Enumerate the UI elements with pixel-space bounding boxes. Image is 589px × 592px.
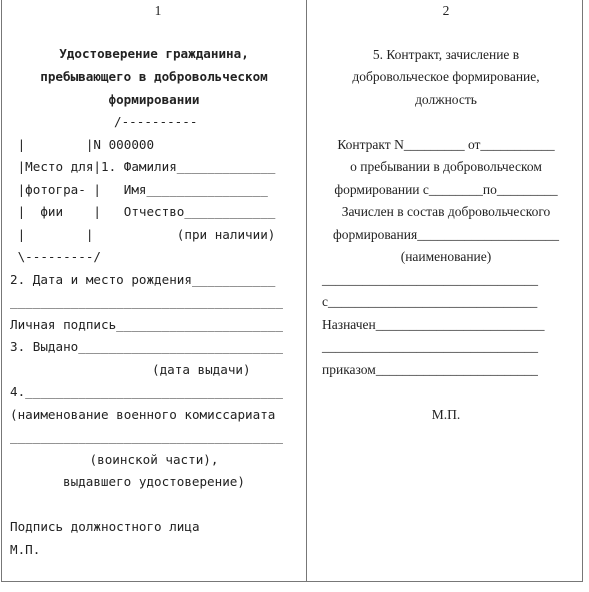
column-divider <box>306 0 307 582</box>
column-number-2: 2 <box>442 3 450 18</box>
certificate-title-line-2: пребывающего в добровольческом <box>40 69 268 84</box>
commissariat-continuation: ____________________________________ <box>10 429 283 444</box>
formation-name-caption: (наименование) <box>400 249 492 264</box>
first-name-line: |фотогра- | Имя________________ <box>10 182 268 197</box>
contract-subject-line: о пребывании в добровольческом <box>350 159 542 174</box>
enrolled-line: Зачислен в состав добровольческого <box>341 204 551 219</box>
right-stamp-place-label: М.П. <box>431 407 461 422</box>
certificate-title-line-3: формировании <box>108 92 200 107</box>
column-number-1: 1 <box>154 3 162 18</box>
photo-box-bottom: \---------/ <box>10 249 101 264</box>
contract-number-line: Контракт N_________ от___________ <box>337 137 555 152</box>
issue-date-caption: (дата выдачи) <box>152 362 251 377</box>
formation-name-line: формирования_____________________ <box>333 227 559 242</box>
contract-title-line-3: должность <box>415 92 477 107</box>
certificate-title-line-1: Удостоверение гражданина, <box>59 46 249 61</box>
military-unit-caption: (воинской части), <box>89 452 219 467</box>
commissariat-caption: (наименование военного комиссариата <box>10 407 276 422</box>
formation-period-line: формировании с________по_________ <box>334 182 558 197</box>
contract-title-line-2: добровольческое формирование, <box>352 69 540 84</box>
photo-box-top: /---------- <box>114 114 198 129</box>
appointed-line: Назначен_________________________ <box>322 317 545 332</box>
blank-line-2: ________________________________ <box>322 339 538 354</box>
issued-line: 3. Выдано___________________________ <box>10 339 283 354</box>
patronymic-line: | фии | Отчество____________ <box>10 204 276 219</box>
certificate-number-line: | |N 000000 <box>10 137 155 152</box>
birth-date-place-continuation: ____________________________________ <box>10 294 283 309</box>
from-date-line: с_______________________________ <box>322 294 538 309</box>
official-signature-label: Подпись должностного лица <box>10 519 200 534</box>
birth-date-place-line: 2. Дата и место рождения___________ <box>10 272 276 287</box>
stamp-place-label: М.П. <box>10 542 41 557</box>
if-any-note: | | (при наличии) <box>10 227 276 242</box>
surname-line: |Место для|1. Фамилия_____________ <box>10 159 276 174</box>
blank-line-1: ________________________________ <box>322 272 538 287</box>
contract-title-line-1: 5. Контракт, зачисление в <box>372 47 520 62</box>
issuer-caption: выдавшего удостоверение) <box>63 474 245 489</box>
order-line: приказом________________________ <box>322 362 538 377</box>
commissariat-line: 4.__________________________________ <box>10 384 283 399</box>
personal-signature-line: Личная подпись______________________ <box>10 317 283 332</box>
